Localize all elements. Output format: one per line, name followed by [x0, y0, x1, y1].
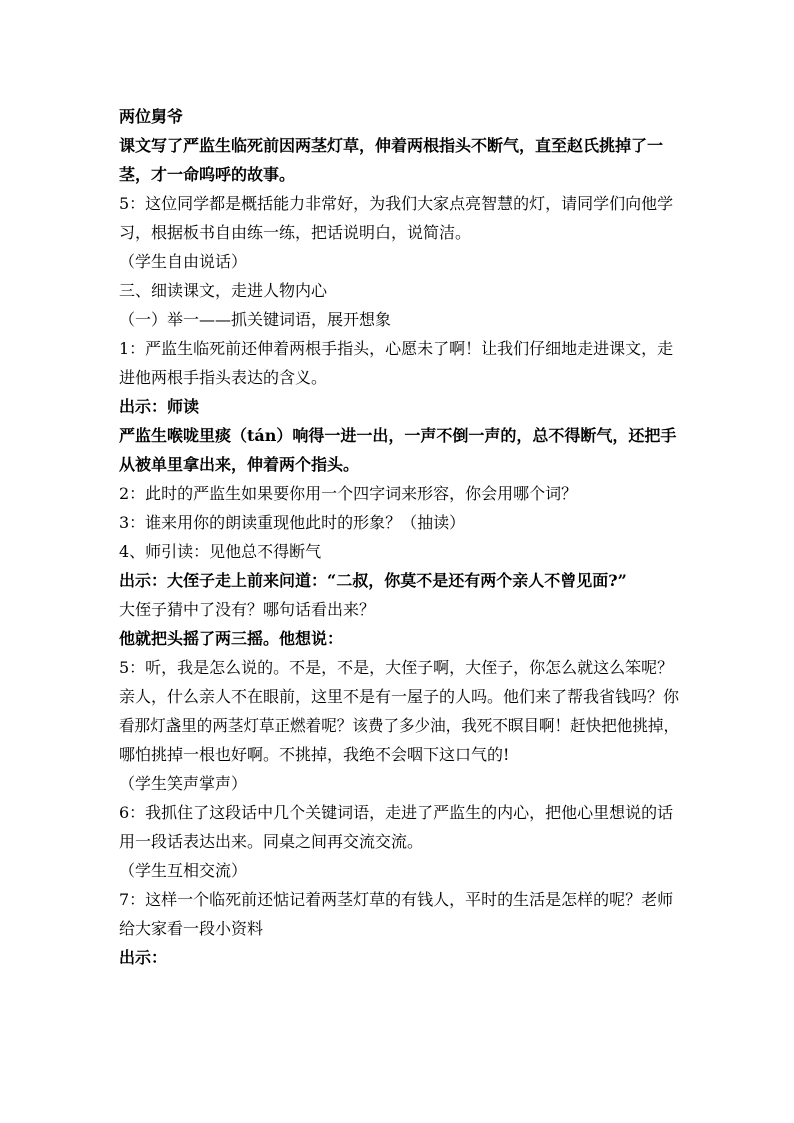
document-body — [119, 102, 679, 972]
text-line: 7：这样一个临死前还惦记着两茎灯草的有钱人，平时的生活是怎样的呢？老师 — [119, 890, 674, 909]
text-line: 茎，才一命呜呼的故事。 — [119, 165, 296, 184]
text-line: 给大家看一段小资料 — [119, 919, 264, 938]
text-line: 看那灯盏里的两茎灯草正燃着呢？该费了多少油，我死不瞑目啊！赶快把他挑掉， — [119, 716, 680, 735]
text-line: 课文写了严监生临死前因两茎灯草，伸着两根指头不断气，直至赵氏挑掉了一 — [119, 136, 664, 155]
text-line: 严监生喉咙里痰（tán）响得一进一出，一声不倒一声的，总不得断气，还把手 — [119, 426, 677, 445]
text-line: 大侄子猜中了没有？哪句话看出来？ — [119, 600, 376, 619]
text-line: 习，根据板书自由练一练，把话说明白，说简洁。 — [119, 223, 472, 242]
text-line: 4、师引读：见他总不得断气 — [119, 542, 322, 561]
text-line: 出示：大侄子走上前来问道：“二叔，你莫不是还有两个亲人不曾见面?” — [119, 571, 627, 590]
text-line: 用一段话表达出来。同桌之间再交流交流。 — [119, 832, 424, 851]
text-line: （学生互相交流） — [119, 861, 248, 880]
section-heading: 三、细读课文，走进人物内心 — [119, 281, 328, 300]
text-line: 5：听，我是怎么说的。不是，不是，大侄子啊，大侄子，你怎么就这么笨呢？ — [119, 658, 674, 677]
text-line: 出示：师读 — [119, 397, 200, 416]
text-line: 2：此时的严监生如果要你用一个四字词来形容，你会用哪个词？ — [119, 484, 578, 503]
text-line: （学生笑声掌声） — [119, 774, 248, 793]
text-line: 他就把头摇了两三摇。他想说： — [119, 629, 344, 648]
text-line: 5：这位同学都是概括能力非常好，为我们大家点亮智慧的灯，请同学们向他学 — [119, 194, 674, 213]
text-line: 从被单里拿出来，伸着两个指头。 — [119, 455, 360, 474]
text-line: 1：严监生临死前还伸着两根手指头，心愿未了啊！让我们仔细地走进课文，走 — [119, 339, 674, 358]
subsection-heading: （一）举一——抓关键词语，展开想象 — [119, 310, 392, 329]
text-line: 进他两根手指头表达的含义。 — [119, 368, 328, 387]
text-line: 6：我抓住了这段话中几个关键词语，走进了严监生的内心，把他心里想说的话 — [119, 803, 674, 822]
text-line: 3：谁来用你的朗读重现他此时的形象？（抽读） — [119, 513, 466, 532]
text-line: 两位舅爷 — [119, 107, 184, 126]
text-line: 哪怕挑掉一根也好啊。不挑掉，我绝不会咽下这口气的! — [119, 745, 510, 764]
text-line: 亲人，什么亲人不在眼前，这里不是有一屋子的人吗。他们来了帮我省钱吗？你 — [119, 687, 680, 706]
text-line: （学生自由说话） — [119, 252, 248, 271]
text-line: 出示： — [119, 948, 168, 967]
